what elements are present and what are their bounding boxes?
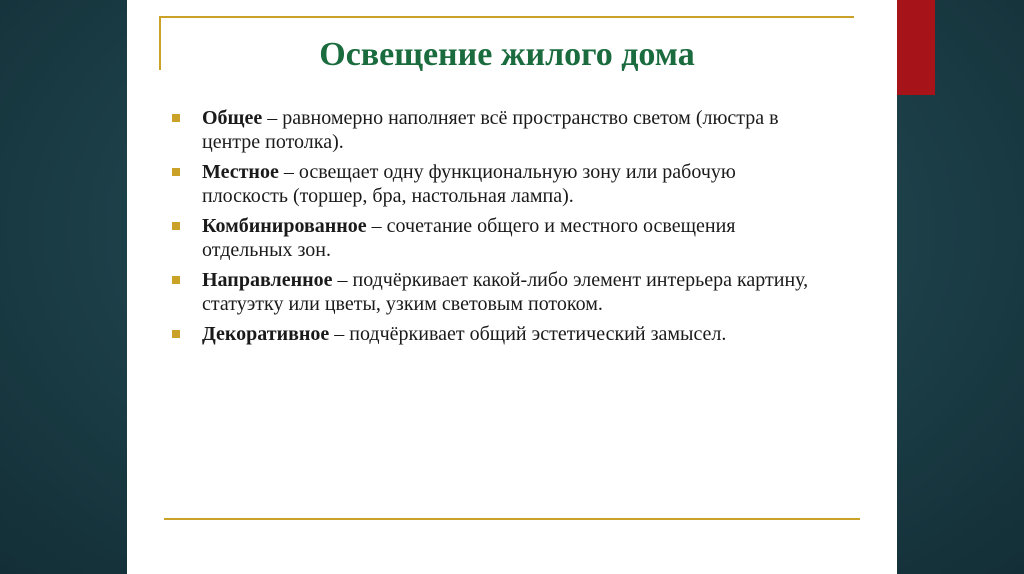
square-bullet-icon [172,276,180,284]
bullet-text: – равномерно наполняет всё пространство светом (люстра в центре потолка). [202,107,779,153]
bullet-term: Комбинированное [202,215,367,237]
bullet-text: – подчёркивает какой-либо элемент интерьера картину, статуэтку или цветы, узким световым потоком. [202,269,809,315]
red-accent-bar [897,0,935,95]
bullet-text: – освещает одну функциональную зону или рабочую плоскость (торшер, бра, настольная лампа). [202,161,736,207]
list-item [172,268,812,316]
square-bullet-icon [172,168,180,176]
square-bullet-icon [172,330,180,338]
list-item [172,322,812,346]
bullet-text: – сочетание общего и местного освещения отдельных зон. [202,215,736,261]
bottom-gold-rule [164,518,860,520]
square-bullet-icon [172,114,180,122]
bullet-term: Направленное [202,269,333,291]
list-item [172,106,812,154]
slide-title: Освещение жилого дома [319,36,695,73]
list-item [172,214,812,262]
list-item [172,160,812,208]
bullet-text: – подчёркивает общий эстетический замысел. [329,323,727,345]
square-bullet-icon [172,222,180,230]
bullet-term: Местное [202,161,279,183]
bullet-term: Общее [202,107,263,129]
top-gold-rule [160,16,854,18]
bullet-list [172,106,812,352]
bullet-term: Декоративное [202,323,330,345]
